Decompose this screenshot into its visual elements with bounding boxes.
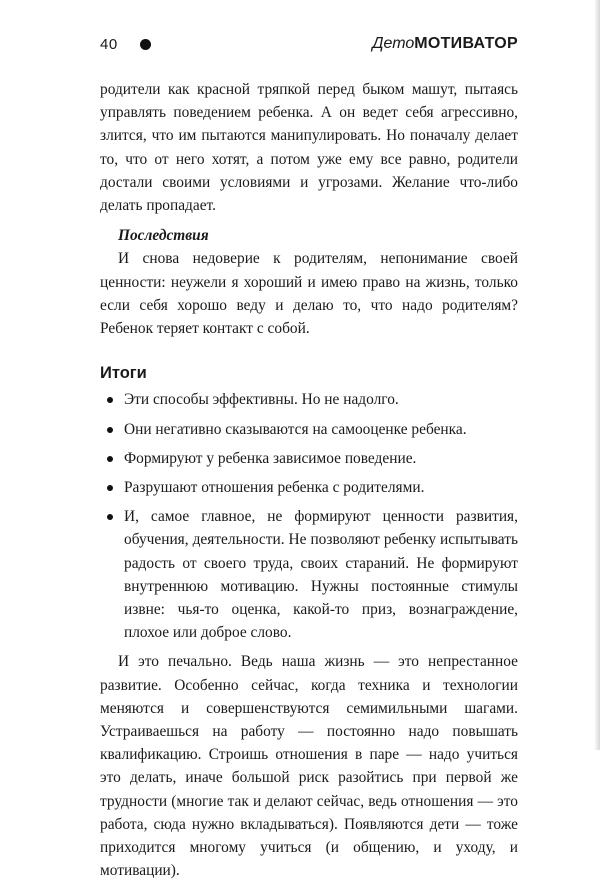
page-number: 40 [100, 36, 118, 53]
list-item [100, 476, 518, 499]
page-header [100, 36, 518, 58]
subheading: Последствия [118, 227, 209, 245]
page-edge [594, 0, 600, 750]
list-item-text: Они негативно сказываются на самооценке ребенка. [124, 420, 467, 438]
page-body [100, 78, 518, 883]
list-item [100, 447, 518, 470]
running-head-italic: Дето [372, 35, 415, 52]
bullet-icon [107, 485, 113, 491]
bullet-icon [107, 427, 113, 433]
running-head-bold: МОТИВАТОР [414, 35, 518, 52]
running-head [372, 35, 518, 53]
list-item [100, 388, 518, 411]
list-item-text: И, самое главное, не формируют ценности развития, обучения, деятельности. Не позволяют ребенку испытывать радость от своего труда, своих стараний. Не формируют внутреннюю мотивацию. Нужны постоянные стимулы извне: чья-то оценка, какой-то приз, вознаграждение, плохое или доброе слово. [124, 508, 518, 642]
paragraph-1: родители как красной тряпкой перед быком машут, пытаясь управлять поведением ребенка. А он ведет себя агрессивно, злится, что им пытаются манипулировать. Но поначалу делает то, что от него хотят, а потом уже ему все равно, родители достали своими условиями и угрозами. Желание что-либо делать пропадает. [100, 81, 518, 215]
section-title: Итоги [100, 364, 147, 383]
paragraph-3: И это печально. Ведь наша жизнь — это непрестанное развитие. Особенно сейчас, когда техника и технологии меняются и совершенствуются семимильными шагами. Устраиваешься на работу — постоянно надо повышать квалификацию. Строишь отношения в паре — надо учиться это делать, иначе большой риск разойтись при первой же трудности (многие так и делают сейчас, ведь отношения — это работа, сюда нужно вкладываться). Появляются дети — тоже приходится многому учиться (и общению, и уходу, и мотивации). [100, 653, 518, 880]
bullet-icon [107, 397, 113, 403]
list-item-text: Формируют у ребенка зависимое поведение. [124, 449, 417, 467]
list-item [100, 505, 518, 644]
bullet-icon [107, 514, 113, 520]
list-item-text: Эти способы эффективны. Но не надолго. [124, 391, 399, 409]
bullet-icon [107, 456, 113, 462]
summary-list [100, 388, 518, 644]
list-item-text: Разрушают отношения ребенка с родителями. [124, 479, 425, 497]
bullet-dot-icon [140, 39, 151, 50]
paragraph-2: И снова недоверие к родителям, непонимание своей ценности: неужели я хороший и имею право на жизнь, только если себя хорошо веду и делаю то, что надо родителям? Ребенок теряет контакт с собой. [100, 250, 518, 338]
list-item [100, 418, 518, 441]
